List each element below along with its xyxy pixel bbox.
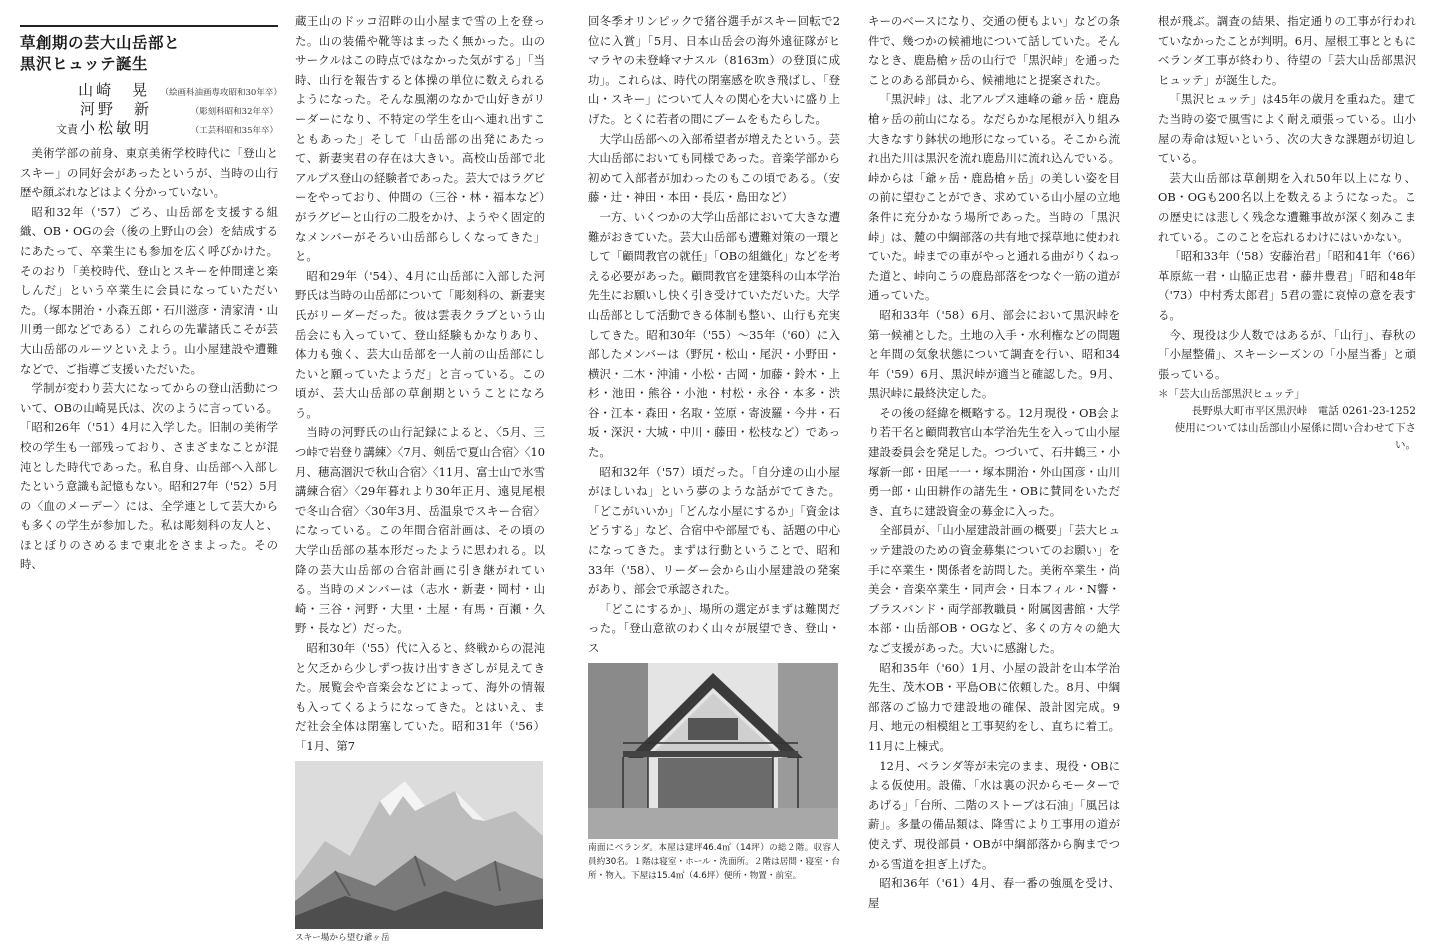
hut-photo [588, 663, 838, 839]
author-note: （絵画科油画専攻昭和30年卒） [160, 88, 282, 98]
article-column-1 [20, 12, 282, 575]
author-note: （彫刻科昭和32年卒） [190, 107, 278, 117]
article-column-3 [588, 12, 840, 883]
paragraph: 根が飛ぶ。調査の結果、指定通りの工事が行われていなかったことが判明。6月、屋根工事とともにベランダ工事が終わり、待望の「芸大山岳部黒沢ヒュッテ」が誕生した。 [1158, 14, 1416, 87]
paragraph: 「どこにするか」、場所の選定がまずは難関だった。「登山意欲のわく山々が展望でき、登山・ス [588, 601, 840, 655]
author-name: 小松敏明 [80, 119, 153, 137]
paragraph: 学制が変わり芸大になってからの登山活動について、OBの山崎晃氏は、次のように言っている。「昭和26年（'51）4月に入学した。旧制の美術学校の学生も一部残っており、さまざまなことが混沌とした時代であった。私自身、山岳部へ入部したという意識も記憶もない。昭和27年（'52）5月の〈血のメーデー〉には、全学連として芸大からも多くの学生が参加した。私は彫刻科の友人と、ほとぼりのさめるまで東北をさまよった。その時、 [20, 381, 278, 572]
paragraph: 「黒沢峠」は、北アルプス連峰の爺ヶ岳・鹿島槍ヶ岳の前山になる。なだらかな尾根が入り組み大きなすり鉢状の地形になっている。そこから流れ出た川は黒沢を流れ鹿島川に流れ込んでいる。峠からは「爺ヶ岳・鹿島槍ヶ岳」の美しい姿を目の前に望むことができ、求めている山小屋の立地条件に充分かなう場所であった。当時の「黒沢峠」は、麓の中綱部落の共有地で採草地に使われていた。峠までの車がやっと通れる曲がりくねった道と、峠向こうの鹿島部落をつなぐ一筋の道が通っていた。 [868, 92, 1120, 303]
article-column-4 [868, 12, 1120, 913]
mountain-photo-caption: スキー場から望む爺ヶ岳 [295, 932, 390, 943]
paragraph: 蔵王山のドッコ沼畔の山小屋まで雪の上を登った。山の装備や靴等はまったく無かった。山のサークルはこの時点ではなかった気がする」「当時、山行を報告すると体操の単位に数えられるようになった。そんな風潮のなかで山好きがリーダーになり、不特定の学生を山へ連れ出すこともあった」そして「山岳部の出発にあたって、新妻実君の存在は大きい。高校山岳部で北アルプス登山の経験者であった。芸大ではラグビーをやっており、仲間の（三谷・林・福本など）がラグビーと山行の二股をかけ、ようやく固定的なメンバーがそろい山岳部らしくなってきた」と。 [295, 14, 545, 264]
paragraph: キーのベースになり、交通の便もよい」などの条件で、幾つかの候補地について話していた。そんなとき、鹿島槍ヶ岳の山行で「黒沢峠」を通ったことのある部員から、候補地にと提案された。 [868, 14, 1120, 87]
article-column-5 [1158, 12, 1416, 454]
hut-photo-caption: 南面にベランダ。本屋は建坪46.4㎡（14坪）の総２階。収容人員約30名。１階は寝室・ホール・洗面所。２階は居間・寝室・台所・物入。下屋は15.4㎡（4.6坪）便所・物置・前室。 [588, 842, 840, 881]
paragraph: 美術学部の前身、東京美術学校時代に「登山とスキー」の同好会があったというが、当時の山行歴や顔ぶれなどはよく分かっていない。 [20, 146, 278, 200]
paragraph: 昭和36年（'61）4月、春一番の強風を受け、屋 [868, 876, 1120, 910]
paragraph: 芸大山岳部は草創期を入れ50年以上になり、OB・OGも200名以上を数えるようになった。この歴史には悲しく残念な遭難事故が深く刻みこまれている。このことを忘れるわけにはいかない。 [1158, 170, 1416, 244]
author-list [20, 81, 282, 138]
paragraph: その後の経緯を概略する。12月現役・OB会より若干名と顧問教官山本学治先生を入って山小屋建設委員会を発足した。つづいて、石井鶴三・小塚新一郎・田尾一一・塚本開治・外山国彦・山川勇一郎・山田耕作の諸先生・OBに賛同をいただき、直ちに建設資金の募金に入った。 [868, 405, 1120, 518]
author-row [20, 100, 278, 119]
author-role: 文責 [56, 123, 78, 136]
hut-illustration [588, 663, 838, 839]
author-row [20, 119, 278, 138]
author-name: 山崎 晃 [78, 81, 151, 99]
hut-info-note [1158, 386, 1416, 454]
paragraph: 「黒沢ヒュッテ」は45年の歳月を重ねた。建てた当時の姿で風雪によく耐え頑張っている。山小屋の寿命は短いという、次の大きな課題が切迫している。 [1158, 92, 1416, 166]
paragraph: 回冬季オリンピックで猪谷選手がスキー回転で2位に入賞」「5月、日本山岳会の海外遠征隊がヒマラヤの未登峰マナスル（8163m）の登頂に成功」。これらは、時代の閉塞感を吹き飛ばし、「登山・スキー」について人々の関心を大いに盛り上げた。とくに若者の間にブームをもたらした。 [588, 14, 840, 126]
paragraph: 昭和35年（'60）1月、小屋の設計を山本学治先生、茂木OB・平島OBに依頼した。8月、中綱部落のご協力で建設地の確保、設計図完成。9月、地元の相模組と工事契約をし、直ちに着工。11月に上棟式。 [868, 660, 1120, 753]
article-title-line-2: 黒沢ヒュッテ誕生 [20, 55, 149, 73]
author-row [20, 81, 282, 100]
author-name: 河野 新 [80, 100, 153, 118]
paragraph: 昭和29年（'54）、4月に山岳部に入部した河野氏は当時の山岳部について「彫刻科の、新妻実氏がリーダーだった。彼は雲表クラブという山岳会にも入っていて、登山経験もかなりあり、体力も強く、芸大山岳部を一人前の山岳部にしたいと願っていたようだ」と言っている。この頃が、芸大山岳部の草創期ということになろう。 [295, 268, 545, 420]
paragraph: 12月、ベランダ等が未完のまま、現役・OBによる仮使用。設備、「水は裏の沢からモーターであげる」「台所、二階のストーブは石油」「風呂は薪」。多量の備品類は、降雪により工事用の道が使えず、現役部員・OBが中綱部落から胸までつかる雪道を担ぎ上げた。 [868, 758, 1120, 871]
paragraph: 昭和32年（'57）ごろ、山岳部を支援する組織、OB・OGの会（後の上野山の会）を結成するにあたって、卒業生にも参加を広く呼びかけた。そのおり「美校時代、登山とスキーを仲間達と楽しんだ」という卒業生に会員になっていただいた。（塚本開治・小森五郎・石川滋彦・清家清・山川勇一郎などである）これらの先輩諸氏こそが芸大山岳部のルーツといえよう。山小屋建設や遭難などで、ご指導ご支援いただいた。 [20, 204, 278, 376]
paragraph: 今、現役は少人数ではあるが、「山行」、春秋の「小屋整備」、スキーシーズンの「小屋当番」と頑張っている。 [1158, 327, 1416, 381]
hut-usage-note: 使用については山岳部山小屋係に問い合わせて下さい。 [1174, 422, 1416, 452]
paragraph: 昭和30年（'55）代に入ると、終戦からの混沌と欠乏から少しずつ抜け出すきざしが見えてきた。展覧会や音楽会などによって、海外の情報も入ってくるようになってきた。とはいえ、まだ社会全体は閉塞していた。昭和31年（'56）「1月、第7 [295, 641, 545, 753]
paragraph: 当時の河野氏の山行記録によると、〈5月、三つ峠で岩登り講練〉〈7月、剣岳で夏山合宿〉〈10月、穂高涸沢で秋山合宿〉〈11月、富士山で氷雪講練合宿〉〈29年暮れより30年正月、遠見尾根で冬山合宿〉〈30年3月、岳温泉でスキー合宿〉になっている。この年間合宿計画は、その頃の大学山岳部の基本形だったように思われる。以降の芸大山岳部の合宿計画に引き継がれている。当時のメンバーは（志水・新妻・岡村・山崎・三谷・河野・大里・土屋・有馬・百瀬・久野・長など）だった。 [295, 425, 545, 636]
mountain-photo [295, 761, 543, 929]
author-note: （工芸科昭和35年卒） [190, 126, 278, 136]
paragraph: 一方、いくつかの大学山岳部において大きな遭難がおきていた。芸大山岳部も遭難対策の一環として「顧問教官の就任」「OBの組織化」などを考える必要があった。顧問教官を建築科の山本学治先生にお願いし快く引き受けていただいた。大学山岳部として活動できる体制も整い、山行も充実してきた。昭和30年（'55）～35年（'60）に入部したメンバーは（野尻・松山・尾沢・小野田・横沢・二木・沖浦・小松・古岡・加藤・鈴木・上杉・池田・熊谷・小池・村松・永谷・本多・渋谷・江本・森田・名取・笠原・寄波羅・今井・石坂・深沢・大城・中川・藤田・松枝など）であった。 [588, 209, 840, 460]
paragraph: 昭和32年（'57）頃だった。「自分達の山小屋がほしいね」という夢のような話がでてきた。「どこがいいか」「どんな小屋にするか」「資金はどうする」など、合宿中や部屋でも、話題の中心になってきた。まずは行動ということで、昭和33年（'58）、リーダー会から山小屋建設の発案があり、部会で承認された。 [588, 464, 840, 597]
hut-address: 長野県大町市平区黒沢峠 電話 0261-23-1252 [1191, 405, 1416, 418]
article-column-2 [295, 12, 545, 945]
paragraph: 昭和33年（'58）6月、部会において黒沢峠を第一候補とした。土地の入手・水利権などの問題と年間の気象状態について調査を行い、昭和34年（'59）6月、黒沢峠が適当と確認した。9月、黒沢峠に最終決定した。 [868, 307, 1120, 401]
paragraph: 全部員が、「山小屋建設計画の概要」「芸大ヒュッテ建設のための資金募集についてのお願い」を手に卒業生・関係者を訪問した。美術卒業生・尚美会・音楽卒業生・同声会・日本フィル・N響・ブラスバンド・両学部教職員・附属図書館・大学本部・山岳部OB・OGなど、多くの方々の絶大なご支援があった。大いに感謝した。 [868, 523, 1120, 655]
article-header [20, 25, 278, 75]
mountain-illustration [295, 761, 543, 929]
article-title-line-1: 草創期の芸大山岳部と [20, 34, 181, 52]
paragraph: 大学山岳部への入部希望者が増えたという。芸大山岳部においても同様であった。音楽学部から初めて入部者が加わったのもこの頃である。（安藤・辻・神田・本田・長広・島田など） [588, 131, 840, 205]
hut-name: ＊「芸大山岳部黒沢ヒュッテ」 [1158, 388, 1305, 401]
paragraph: 「昭和33年（'58）安藤治君」「昭和41年（'66）革原紘一君・山脇正忠君・藤井豊君」「昭和48年（'73）中村秀太郎君」5君の霊に哀悼の意を表する。 [1158, 249, 1416, 322]
